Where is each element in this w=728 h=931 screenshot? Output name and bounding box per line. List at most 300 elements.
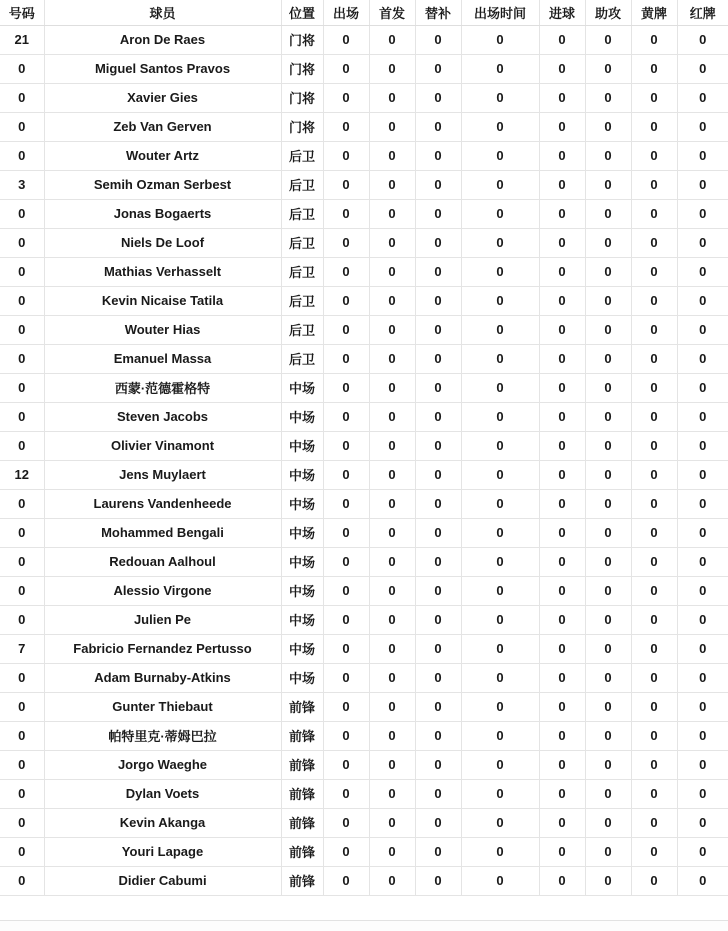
player-number: 0	[0, 547, 44, 576]
player-name[interactable]: Semih Ozman Serbest	[44, 170, 281, 199]
table-row	[0, 402, 728, 431]
player-name[interactable]: Olivier Vinamont	[44, 431, 281, 460]
table-row	[0, 112, 728, 141]
stat-appearances: 0	[323, 634, 369, 663]
player-number: 12	[0, 460, 44, 489]
stat-starts: 0	[369, 141, 415, 170]
footer-space	[0, 921, 728, 931]
player-position: 中场	[281, 402, 323, 431]
player-number: 0	[0, 141, 44, 170]
table-row	[0, 489, 728, 518]
stat-assists: 0	[585, 576, 631, 605]
stat-substitute: 0	[415, 518, 461, 547]
stat-appearances: 0	[323, 344, 369, 373]
table-row	[0, 634, 728, 663]
stat-assists: 0	[585, 257, 631, 286]
stat-red-cards: 0	[677, 228, 728, 257]
stat-assists: 0	[585, 547, 631, 576]
player-name[interactable]: Aron De Raes	[44, 25, 281, 54]
stat-goals: 0	[539, 634, 585, 663]
stat-substitute: 0	[415, 373, 461, 402]
stat-minutes: 0	[461, 779, 539, 808]
stat-assists: 0	[585, 866, 631, 895]
header-row	[0, 0, 728, 25]
player-name[interactable]: Jonas Bogaerts	[44, 199, 281, 228]
player-position: 中场	[281, 373, 323, 402]
player-name[interactable]: Xavier Gies	[44, 83, 281, 112]
player-name[interactable]: Niels De Loof	[44, 228, 281, 257]
stat-starts: 0	[369, 228, 415, 257]
stat-substitute: 0	[415, 199, 461, 228]
stat-red-cards: 0	[677, 837, 728, 866]
stat-goals: 0	[539, 25, 585, 54]
stat-minutes: 0	[461, 257, 539, 286]
stat-red-cards: 0	[677, 344, 728, 373]
player-name[interactable]: 帕特里克·蒂姆巴拉	[44, 721, 281, 750]
stat-starts: 0	[369, 373, 415, 402]
stat-appearances: 0	[323, 228, 369, 257]
stat-appearances: 0	[323, 692, 369, 721]
col-header-position: 位置	[281, 0, 323, 25]
player-number: 7	[0, 634, 44, 663]
col-header-substitute: 替补	[415, 0, 461, 25]
stat-goals: 0	[539, 808, 585, 837]
player-name[interactable]: Redouan Aalhoul	[44, 547, 281, 576]
player-position: 门将	[281, 112, 323, 141]
player-name[interactable]: Dylan Voets	[44, 779, 281, 808]
stat-red-cards: 0	[677, 315, 728, 344]
stat-starts: 0	[369, 402, 415, 431]
stat-yellow-cards: 0	[631, 837, 677, 866]
player-name[interactable]: Fabricio Fernandez Pertusso	[44, 634, 281, 663]
stat-assists: 0	[585, 605, 631, 634]
player-position: 前锋	[281, 721, 323, 750]
stat-goals: 0	[539, 54, 585, 83]
stat-minutes: 0	[461, 518, 539, 547]
stat-starts: 0	[369, 315, 415, 344]
stat-substitute: 0	[415, 721, 461, 750]
table-header	[0, 0, 728, 25]
stat-goals: 0	[539, 721, 585, 750]
stat-starts: 0	[369, 779, 415, 808]
player-position: 后卫	[281, 228, 323, 257]
player-name[interactable]: Miguel Santos Pravos	[44, 54, 281, 83]
player-position: 后卫	[281, 286, 323, 315]
stat-assists: 0	[585, 54, 631, 83]
stat-starts: 0	[369, 518, 415, 547]
player-name[interactable]: 西蒙·范德霍格特	[44, 373, 281, 402]
stat-substitute: 0	[415, 663, 461, 692]
stat-starts: 0	[369, 808, 415, 837]
stat-substitute: 0	[415, 83, 461, 112]
stat-goals: 0	[539, 576, 585, 605]
player-position: 前锋	[281, 692, 323, 721]
stat-assists: 0	[585, 228, 631, 257]
stat-appearances: 0	[323, 750, 369, 779]
table-row	[0, 344, 728, 373]
stat-substitute: 0	[415, 170, 461, 199]
stat-appearances: 0	[323, 518, 369, 547]
player-position: 中场	[281, 431, 323, 460]
stat-starts: 0	[369, 692, 415, 721]
player-position: 中场	[281, 489, 323, 518]
table-row	[0, 25, 728, 54]
player-position: 后卫	[281, 170, 323, 199]
player-number: 0	[0, 605, 44, 634]
player-number: 0	[0, 692, 44, 721]
stat-assists: 0	[585, 721, 631, 750]
player-position: 后卫	[281, 141, 323, 170]
table-row	[0, 518, 728, 547]
table-row	[0, 315, 728, 344]
stat-starts: 0	[369, 170, 415, 199]
stat-minutes: 0	[461, 54, 539, 83]
stat-minutes: 0	[461, 489, 539, 518]
player-number: 0	[0, 837, 44, 866]
stat-yellow-cards: 0	[631, 489, 677, 518]
player-name[interactable]: Kevin Akanga	[44, 808, 281, 837]
stat-assists: 0	[585, 460, 631, 489]
col-header-number: 号码	[0, 0, 44, 25]
stat-starts: 0	[369, 25, 415, 54]
stat-minutes: 0	[461, 721, 539, 750]
player-position: 前锋	[281, 750, 323, 779]
stat-appearances: 0	[323, 547, 369, 576]
player-name[interactable]: Didier Cabumi	[44, 866, 281, 895]
stat-red-cards: 0	[677, 54, 728, 83]
stat-red-cards: 0	[677, 866, 728, 895]
player-position: 中场	[281, 547, 323, 576]
stat-starts: 0	[369, 286, 415, 315]
stat-minutes: 0	[461, 228, 539, 257]
stat-minutes: 0	[461, 576, 539, 605]
player-position: 后卫	[281, 199, 323, 228]
stat-starts: 0	[369, 634, 415, 663]
stat-assists: 0	[585, 518, 631, 547]
player-position: 中场	[281, 634, 323, 663]
stat-appearances: 0	[323, 373, 369, 402]
stat-appearances: 0	[323, 286, 369, 315]
stat-assists: 0	[585, 779, 631, 808]
stat-red-cards: 0	[677, 576, 728, 605]
stat-assists: 0	[585, 373, 631, 402]
player-name[interactable]: Mathias Verhasselt	[44, 257, 281, 286]
stat-substitute: 0	[415, 837, 461, 866]
player-number: 0	[0, 808, 44, 837]
stat-red-cards: 0	[677, 721, 728, 750]
stat-yellow-cards: 0	[631, 228, 677, 257]
player-number: 0	[0, 750, 44, 779]
player-number: 0	[0, 83, 44, 112]
stat-starts: 0	[369, 257, 415, 286]
player-number: 0	[0, 373, 44, 402]
player-number: 3	[0, 170, 44, 199]
stat-red-cards: 0	[677, 750, 728, 779]
player-position: 前锋	[281, 837, 323, 866]
player-position: 前锋	[281, 779, 323, 808]
stat-goals: 0	[539, 286, 585, 315]
stat-starts: 0	[369, 605, 415, 634]
stat-yellow-cards: 0	[631, 750, 677, 779]
stat-red-cards: 0	[677, 808, 728, 837]
stat-goals: 0	[539, 431, 585, 460]
player-name[interactable]: Youri Lapage	[44, 837, 281, 866]
player-position: 中场	[281, 663, 323, 692]
stat-yellow-cards: 0	[631, 257, 677, 286]
player-name[interactable]: Jorgo Waeghe	[44, 750, 281, 779]
table-row	[0, 373, 728, 402]
col-header-goals: 进球	[539, 0, 585, 25]
player-number: 0	[0, 315, 44, 344]
player-number: 0	[0, 431, 44, 460]
stat-goals: 0	[539, 170, 585, 199]
table-row	[0, 663, 728, 692]
stat-red-cards: 0	[677, 25, 728, 54]
stat-yellow-cards: 0	[631, 663, 677, 692]
player-number: 0	[0, 866, 44, 895]
stat-substitute: 0	[415, 431, 461, 460]
stat-yellow-cards: 0	[631, 170, 677, 199]
stat-red-cards: 0	[677, 402, 728, 431]
table-row	[0, 286, 728, 315]
player-number: 0	[0, 721, 44, 750]
stat-minutes: 0	[461, 199, 539, 228]
stat-starts: 0	[369, 866, 415, 895]
table-row	[0, 83, 728, 112]
stat-red-cards: 0	[677, 460, 728, 489]
player-position: 中场	[281, 518, 323, 547]
player-name[interactable]: Jens Muylaert	[44, 460, 281, 489]
player-number: 0	[0, 489, 44, 518]
col-header-minutes: 出场时间	[461, 0, 539, 25]
col-header-appearances: 出场	[323, 0, 369, 25]
stat-minutes: 0	[461, 315, 539, 344]
stat-red-cards: 0	[677, 83, 728, 112]
stat-substitute: 0	[415, 257, 461, 286]
table-row	[0, 808, 728, 837]
stat-substitute: 0	[415, 576, 461, 605]
stat-assists: 0	[585, 837, 631, 866]
table-row	[0, 750, 728, 779]
stat-starts: 0	[369, 750, 415, 779]
player-name[interactable]: Wouter Hias	[44, 315, 281, 344]
player-name[interactable]: Julien Pe	[44, 605, 281, 634]
stat-assists: 0	[585, 112, 631, 141]
stat-appearances: 0	[323, 808, 369, 837]
stat-starts: 0	[369, 837, 415, 866]
table-row	[0, 576, 728, 605]
player-number: 0	[0, 518, 44, 547]
stat-goals: 0	[539, 547, 585, 576]
table-row	[0, 837, 728, 866]
player-name[interactable]: Mohammed Bengali	[44, 518, 281, 547]
stat-substitute: 0	[415, 315, 461, 344]
stat-assists: 0	[585, 750, 631, 779]
player-name[interactable]: Zeb Van Gerven	[44, 112, 281, 141]
stat-assists: 0	[585, 83, 631, 112]
player-position: 中场	[281, 605, 323, 634]
table-row	[0, 54, 728, 83]
stat-minutes: 0	[461, 692, 539, 721]
stat-assists: 0	[585, 25, 631, 54]
stat-minutes: 0	[461, 663, 539, 692]
stat-minutes: 0	[461, 373, 539, 402]
player-name[interactable]: Gunter Thiebaut	[44, 692, 281, 721]
player-position: 前锋	[281, 808, 323, 837]
table-row	[0, 170, 728, 199]
stat-starts: 0	[369, 663, 415, 692]
stat-assists: 0	[585, 402, 631, 431]
stat-starts: 0	[369, 576, 415, 605]
player-position: 门将	[281, 54, 323, 83]
stat-assists: 0	[585, 199, 631, 228]
stat-assists: 0	[585, 286, 631, 315]
stat-goals: 0	[539, 228, 585, 257]
stat-assists: 0	[585, 692, 631, 721]
player-number: 0	[0, 54, 44, 83]
stat-assists: 0	[585, 141, 631, 170]
player-number: 0	[0, 257, 44, 286]
table-row	[0, 692, 728, 721]
stat-goals: 0	[539, 779, 585, 808]
stat-yellow-cards: 0	[631, 344, 677, 373]
stat-substitute: 0	[415, 634, 461, 663]
stat-goals: 0	[539, 257, 585, 286]
table-row	[0, 721, 728, 750]
stat-goals: 0	[539, 750, 585, 779]
stat-yellow-cards: 0	[631, 547, 677, 576]
stat-appearances: 0	[323, 489, 369, 518]
stat-yellow-cards: 0	[631, 315, 677, 344]
stat-yellow-cards: 0	[631, 692, 677, 721]
stat-minutes: 0	[461, 634, 539, 663]
stat-minutes: 0	[461, 866, 539, 895]
stat-red-cards: 0	[677, 431, 728, 460]
stat-minutes: 0	[461, 141, 539, 170]
stat-appearances: 0	[323, 83, 369, 112]
col-header-player: 球员	[44, 0, 281, 25]
stat-goals: 0	[539, 663, 585, 692]
stat-appearances: 0	[323, 402, 369, 431]
stat-minutes: 0	[461, 402, 539, 431]
stat-minutes: 0	[461, 344, 539, 373]
player-position: 后卫	[281, 257, 323, 286]
player-number: 0	[0, 228, 44, 257]
player-name[interactable]: Laurens Vandenheede	[44, 489, 281, 518]
stat-goals: 0	[539, 402, 585, 431]
stat-assists: 0	[585, 344, 631, 373]
player-name[interactable]: Steven Jacobs	[44, 402, 281, 431]
stat-appearances: 0	[323, 721, 369, 750]
player-number: 0	[0, 402, 44, 431]
player-number: 21	[0, 25, 44, 54]
player-number: 0	[0, 576, 44, 605]
stat-yellow-cards: 0	[631, 576, 677, 605]
stat-minutes: 0	[461, 170, 539, 199]
stat-starts: 0	[369, 489, 415, 518]
stat-minutes: 0	[461, 286, 539, 315]
stat-red-cards: 0	[677, 779, 728, 808]
stat-substitute: 0	[415, 112, 461, 141]
stat-appearances: 0	[323, 779, 369, 808]
stat-yellow-cards: 0	[631, 286, 677, 315]
stat-substitute: 0	[415, 460, 461, 489]
stat-goals: 0	[539, 460, 585, 489]
stat-substitute: 0	[415, 692, 461, 721]
player-name[interactable]: Kevin Nicaise Tatila	[44, 286, 281, 315]
stat-red-cards: 0	[677, 112, 728, 141]
stat-starts: 0	[369, 83, 415, 112]
stat-starts: 0	[369, 460, 415, 489]
stat-substitute: 0	[415, 402, 461, 431]
stat-minutes: 0	[461, 83, 539, 112]
stat-starts: 0	[369, 54, 415, 83]
stat-red-cards: 0	[677, 663, 728, 692]
stat-substitute: 0	[415, 605, 461, 634]
stat-assists: 0	[585, 315, 631, 344]
player-number: 0	[0, 286, 44, 315]
stat-red-cards: 0	[677, 199, 728, 228]
stat-appearances: 0	[323, 866, 369, 895]
stat-assists: 0	[585, 808, 631, 837]
player-name[interactable]: Wouter Artz	[44, 141, 281, 170]
stat-substitute: 0	[415, 286, 461, 315]
stat-assists: 0	[585, 663, 631, 692]
stat-substitute: 0	[415, 547, 461, 576]
stat-goals: 0	[539, 489, 585, 518]
player-name[interactable]: Alessio Virgone	[44, 576, 281, 605]
stat-yellow-cards: 0	[631, 518, 677, 547]
table-row	[0, 199, 728, 228]
player-name[interactable]: Emanuel Massa	[44, 344, 281, 373]
player-number: 0	[0, 199, 44, 228]
stat-appearances: 0	[323, 170, 369, 199]
stat-goals: 0	[539, 112, 585, 141]
stat-red-cards: 0	[677, 170, 728, 199]
table-row	[0, 228, 728, 257]
stat-yellow-cards: 0	[631, 866, 677, 895]
player-number: 0	[0, 663, 44, 692]
stat-yellow-cards: 0	[631, 25, 677, 54]
stat-substitute: 0	[415, 228, 461, 257]
stat-appearances: 0	[323, 141, 369, 170]
stat-substitute: 0	[415, 141, 461, 170]
table-row	[0, 779, 728, 808]
stat-goals: 0	[539, 837, 585, 866]
table-body	[0, 25, 728, 895]
stat-minutes: 0	[461, 431, 539, 460]
stat-red-cards: 0	[677, 286, 728, 315]
stat-substitute: 0	[415, 25, 461, 54]
stat-goals: 0	[539, 83, 585, 112]
stat-starts: 0	[369, 112, 415, 141]
stat-assists: 0	[585, 489, 631, 518]
table-row	[0, 431, 728, 460]
player-position: 后卫	[281, 315, 323, 344]
stat-goals: 0	[539, 518, 585, 547]
stat-yellow-cards: 0	[631, 634, 677, 663]
player-position: 后卫	[281, 344, 323, 373]
player-name[interactable]: Adam Burnaby-Atkins	[44, 663, 281, 692]
stat-yellow-cards: 0	[631, 141, 677, 170]
stat-yellow-cards: 0	[631, 431, 677, 460]
stat-minutes: 0	[461, 808, 539, 837]
stat-yellow-cards: 0	[631, 373, 677, 402]
player-position: 前锋	[281, 866, 323, 895]
stat-red-cards: 0	[677, 489, 728, 518]
stat-appearances: 0	[323, 315, 369, 344]
stat-assists: 0	[585, 170, 631, 199]
